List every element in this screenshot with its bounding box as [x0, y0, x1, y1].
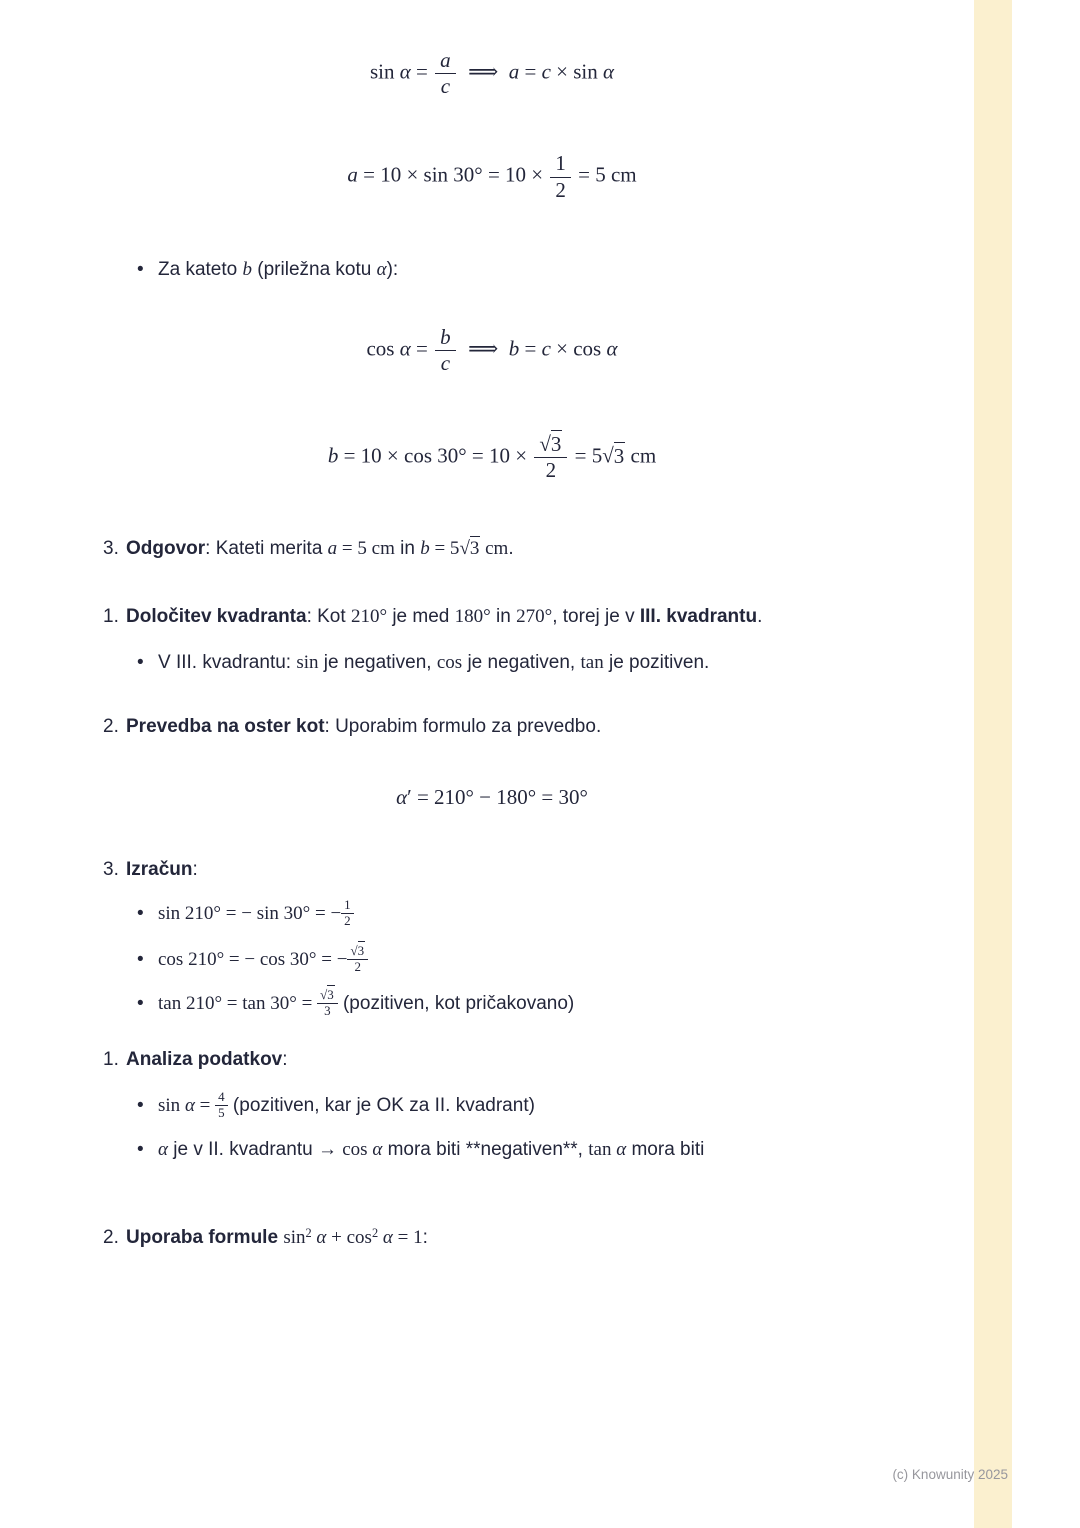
bullet-alpha-quadrant-line1 — [92, 1131, 988, 1169]
step-prevedba — [92, 708, 988, 746]
bullet-marker: • — [137, 651, 144, 673]
fraction: $\frac{1}{2}$ — [341, 898, 354, 929]
step-dolocitev-kvadranta — [92, 598, 988, 636]
square-root: √3 — [539, 432, 562, 457]
list-number: 2. — [103, 715, 119, 737]
step-prevedba-text: Prevedba na oster kot: Uporabim formulo za prevedbo. — [126, 715, 602, 737]
bullet-marker: • — [137, 1094, 144, 1116]
list-number: 3. — [103, 858, 119, 880]
fraction: $\frac{√3}{3}$ — [317, 988, 338, 1019]
list-number: 1. — [103, 1048, 119, 1070]
list-number: 1. — [103, 605, 119, 627]
bullet-kateta-b — [92, 251, 988, 289]
square-root: √3 — [602, 443, 625, 468]
formula-b-value: b = 10 × cos 30° = 10 × $\frac{√3}{2}$ = 5√3 cm — [327, 432, 657, 483]
bullet-sin-alpha-text: sin α = $\frac{4}{5}$ (pozitiven, kar je OK za II. kvadrant) — [158, 1089, 535, 1121]
bullet-tan-210 — [92, 985, 988, 1023]
bullet-tan-210-text: tan 210° = tan 30° = $\frac{√3}{3}$ (pozitiven, kot pričakovano) — [158, 987, 575, 1019]
bullet-marker: • — [137, 1138, 144, 1160]
step-uporaba-formule-text: Uporaba formule $\sin^2 \alpha + \cos^2 \alpha = 1$: — [126, 1226, 428, 1248]
bullet-sin-alpha — [92, 1087, 988, 1125]
fraction: $\frac{4}{5}$ — [215, 1090, 228, 1121]
step-izracun — [92, 851, 988, 889]
bullet-sin-210-text: sin 210° = − sin 30° = − $\frac{1}{2}$ — [158, 895, 988, 933]
step-analiza-podatkov — [92, 1041, 988, 1079]
bullet-marker: • — [137, 992, 144, 1014]
step-izracun-text: Izračun: — [126, 858, 198, 880]
square-root: √3 — [350, 943, 365, 959]
step-odgovor-text: Odgovor: Kateti merita a = 5 cm in b = 5√3 cm. — [126, 537, 514, 559]
document-content — [92, 48, 988, 1258]
step-analiza-text: Analiza podatkov: — [126, 1048, 288, 1070]
fraction: $\frac{√3}{2}$ — [534, 432, 567, 483]
formula-b-from-cos: cos α = $\frac{b}{c}$ ⟹ b = c × cos α — [366, 324, 618, 375]
formula-reference-angle: α′ = 210° − 180° = 30° — [396, 784, 588, 809]
list-number: 3. — [103, 537, 119, 559]
bullet-cos-210-text: cos 210° = − cos 30° = − $\frac{√3}{2}$ — [158, 941, 988, 979]
fraction: $\frac{1}{2}$ — [550, 151, 571, 202]
bullet-third-quadrant-text: V III. kvadrantu: sin je negativen, cos je negativen, tan je pozitiven. — [158, 651, 710, 673]
bullet-cos-210 — [92, 941, 988, 979]
formula-a-from-sin: sin α = $\frac{a}{c}$ ⟹ a = c × sin α — [369, 48, 615, 99]
fraction: $\frac{√3}{2}$ — [347, 944, 368, 975]
square-root: √3 — [459, 537, 480, 559]
step-odgovor — [92, 530, 988, 568]
bullet-third-quadrant — [92, 644, 988, 682]
bullet-sin-210 — [92, 895, 988, 933]
bullet-marker: • — [137, 902, 144, 924]
bullet-marker: • — [137, 258, 144, 280]
bullet-alpha-quadrant-text: α je v II. kvadrantu → cos α mora biti **negativen**, tan α mora biti — [158, 1138, 705, 1160]
list-number: 2. — [103, 1226, 119, 1248]
fraction: $\frac{b}{c}$ — [435, 325, 456, 376]
bullet-kateta-b-text: Za kateto b (priležna kotu α): — [158, 258, 399, 280]
watermark: (c) Knowunity 2025 — [892, 1467, 1008, 1482]
step-dolocitev-text: Določitev kvadranta: Kot 210° je med 180° in 270°, torej je v III. kvadrantu. — [126, 605, 763, 627]
bullet-marker: • — [137, 948, 144, 970]
square-root: √3 — [320, 987, 334, 1003]
formula-a-value: a = 10 × sin 30° = 10 × $\frac{1}{2}$ = 5 cm — [347, 151, 637, 202]
fraction: $\frac{a}{c}$ — [435, 48, 456, 99]
step-uporaba-formule — [92, 1219, 988, 1258]
